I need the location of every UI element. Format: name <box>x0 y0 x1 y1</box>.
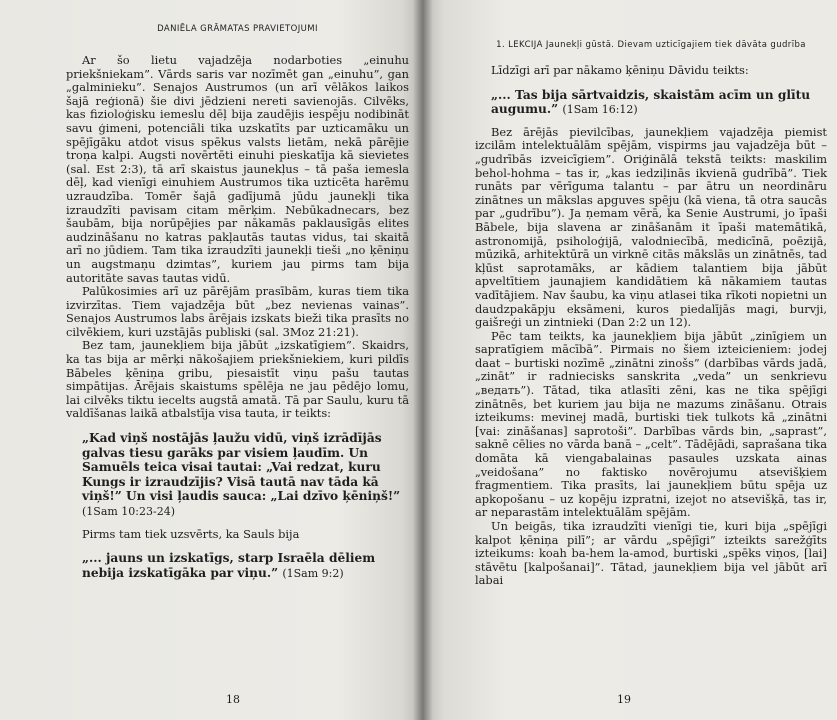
right-quote-1-ref: (1Sam 16:12) <box>562 103 638 117</box>
right-paragraph-4: Un beigās, tika izraudzīti vienīgi tie, kuri bija „spējīgi kalpot ķēniņa pilī”; ar vārdu „spējīgi” izteikts sarežģīts izteikums: koah ba-hem la-amod, burtiski „spēks viņos, [lai] stāvētu [kalpošanai]”. Tātad, jaunekļiem bija vel jābūt arī labai <box>475 519 827 588</box>
right-paragraph-3: Pēc tam teikts, ka jaunekļiem bija jābūt „zinīgiem un sapratīgiem mācībā”. Pirmais no šiem izteicieniem: jodej daat – burtiski nozīmē „zinātni zinošs” (darbības vārds jadā, „zināt” ir radniecisks sanskrita „veda” un senkrievu „ведать”). Tātad, tika atlasīti zēni, kas ne tika spējīgi zinātnēs, bet kuriem jau bija ne mazums zināšanu. Otrais izteikums: mevinej madā, burtiski tiek tulkots kā „zinātni [vai: zināšanas] saprotoši”. Darbības vārds bin, „saprast”, saknē cēlies no vārda banā – „celt”. Tādējādi, saprašana tika domāta kā viengabalainas pasaules uzskata ainas „veidošana” no faktisko novērojumu atsevišķiem fragmentiem. Tika prasīts, lai jaunekļiem būtu spēja uz apkopošanu – uz kopēju izpratni, izejot no atsevišķā, tas ir, ar neparastām intelektuālām spējām. <box>475 328 827 520</box>
right-quote-1-text: „... Tas bija sārtvaidzis, skaistām acīm un glītu augumu.” <box>491 87 811 117</box>
left-quote-2-text: „... jauns un izskatīgs, starp Israēla dēliem nebija izskatīgāka par viņu.” <box>82 551 376 580</box>
left-quote-1-ref: (1Sam 10:23-24) <box>82 505 176 518</box>
left-paragraph-3: Bez tam, jaunekļiem bija jābūt „izskatīgiem”. Skaidrs, ka tas bija ar mērķi nākošajiem priekšniekiem, kuri pildīs Bābeles ķēniņa gribu, piesaistīt viņu pašu tautas simpātijas. Ārējais skaistums spēlēja ne jau pēdējo lomu, lai cilvēks tiktu iecelts augstā amatā. Tā par Saulu, kuru tā valdīšanas laikā atbalstīja visa tauta, ir teikts: <box>66 338 409 421</box>
left-quote-2-ref: (1Sam 9:2) <box>282 566 344 580</box>
right-paragraph-1: Līdzīgi arī par nākamo ķēniņu Dāvidu teikts: <box>491 63 749 77</box>
right-page <box>423 0 837 720</box>
left-page-number: 18 <box>226 693 240 706</box>
right-quote-1 <box>491 88 823 118</box>
left-quote-1-text: „Kad viņš nostājās ļaužu vidū, viņš izrādījās galvas tiesu garāks par visiem ļaudīm. Un Samuēls teica visai tautai: „Vai redzat, kuru Kungs ir izraudzījis? Visā tautā nav tāda kā viņš!” Un visi ļaudis sauca: „Lai dzīvo ķēniņš!” <box>82 431 401 504</box>
left-paragraph-1: Ar šo lietu vajadzēja nodarboties „einuhu priekšniekam”. Vārds saris var nozīmēt gan „einuhu”, gan „galminieku”. Senajos Austrumos (un arī vēlākos laikos šajā reģionā) šie divi jēdzieni nereti savienojās. Cilvēks, kas fizioloģisku iemeslu dēļ bija zaudējis iespēju nodibināt savu ģimeni, potenciāli tika uzskatīts par uzticamāku un spējīgāku atdot visus spēkus valsts lietām, nekā pārējie troņa kalpi. Augsti novērtēti einuhi pieskatīja kā sievietes (sal. Est 2:3), tā arī skaistus jaunekļus – tā paša iemesla dēļ, kad vienīgi einuhiem Austrumos tika uzticēta harēmu uzraudzība. Tomēr šajā gadījumā jūdu jaunekļi tika izraudzīti pavisam citam mērķim. Nebūkadnecars, bez šaubām, bija norūpējies par nākamās paklausīgās elites audzināšanu no katras pakļautās tautas vidus, tai skaitā arī no jūdiem. Tam tika izraudzīti jaunekļi tieši „no ķēniņu un augstmaņu dzimtas”, kuriem jau pirms tam bija autoritāte savas tautas vidū. <box>66 53 409 285</box>
left-quote-2 <box>82 551 405 581</box>
book-gutter <box>413 0 433 720</box>
left-running-head: DANIĒLA GRĀMATAS PRAVIETOJUMI <box>157 24 318 34</box>
right-running-head: 1. LEKCIJA Jaunekļi gūstā. Dievam uzticīgajiem tiek dāvāta gudrība <box>496 40 806 50</box>
left-paragraph-2: Palūkosimies arī uz pārējām prasībām, kuras tiem tika izvirzītas. Tiem vajadzēja būt „bez nevienas vainas”. Senajos Austrumos labs ārējais izskats bieži tika prasīts no cilvēkiem, kuri uzstājās publiski (sal. 3Moz 21:21). <box>66 284 409 339</box>
left-paragraph-4: Pirms tam tiek uzsvērts, ka Sauls bija <box>82 526 300 541</box>
right-paragraph-2: Bez ārējās pievilcības, jaunekļiem vajadzēja piemist izcilām intelektuālām spējām, vispirms jau vajadzēja būt – „gudrībās izveicīgiem”. Oriģinālā tekstā teikts: maskilim behol-hohma – tas ir, „kas iedziļinās ikvienā gudrībā”. Tiek runāts par vērīguma talantu – par ātru un neordināru zinātnes un mākslas apguves spēju (kā viena, tā otra saucās par „gudrību”). Ja ņemam vērā, ka Senie Austrumi, jo īpaši Bābele, bija slavena ar zināšanām it īpaši matemātikā, astronomijā, psiholoģijā, valodniecībā, medicīnā, poēzijā, mūzikā, arhitektūrā un virknē citās mākslās un zinātnēs, tad kļūst saprotamāks, ar kādiem talantiem bija jābūt apveltītiem jaunajiem kandidātiem kā nākamiem tautas vadītājiem. Nav šaubu, ka viņu atlasei tika rīkoti nopietni un daudzpakāpju eksāmeni, kuros piedalījās magi, burvji, gaišreģi un zintnieki (Dan 2:2 un 12). <box>475 124 827 330</box>
right-page-number: 19 <box>617 693 631 706</box>
left-quote-1 <box>82 431 405 520</box>
